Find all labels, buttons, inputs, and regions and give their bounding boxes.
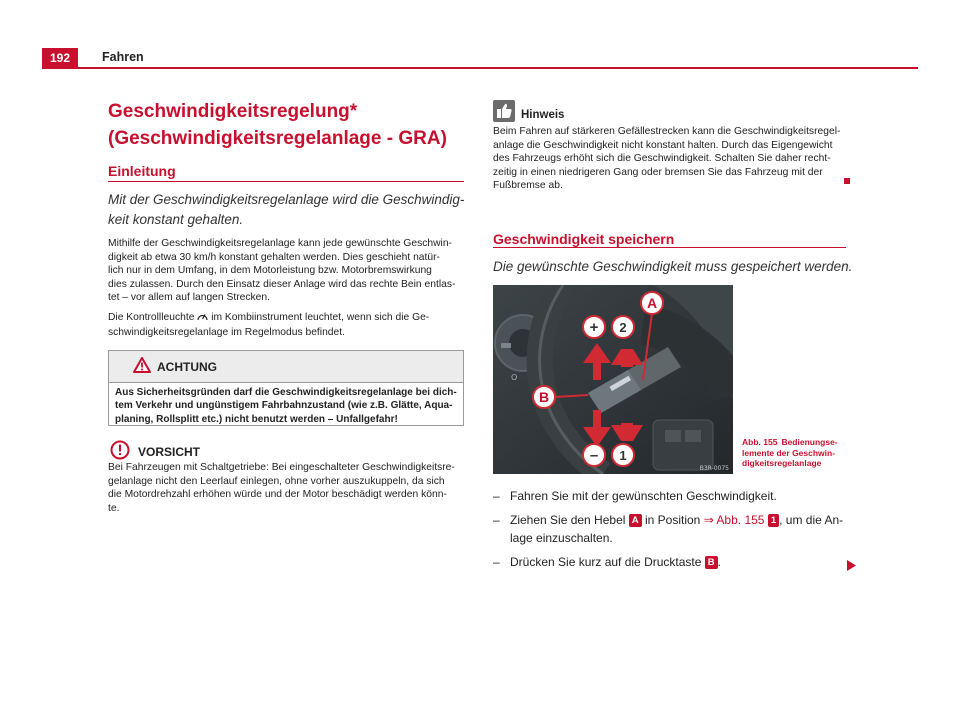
- svg-text:2: 2: [619, 320, 627, 335]
- warning-line: planing, Rollsplitt etc.) nicht benutzt werden – Unfallgefahr!: [115, 413, 398, 425]
- step3-text-b: .: [717, 555, 721, 569]
- para2-text: im Kombiinstrument leuchtet, wenn sich die Ge-: [211, 312, 430, 323]
- callout-1: [612, 444, 634, 466]
- ref-badge-a: A: [629, 514, 642, 527]
- caption-line: lemente der Geschwin-: [742, 447, 836, 458]
- warning-header: [109, 351, 463, 383]
- section-heading-speichern: Geschwindigkeit speichern: [493, 231, 675, 247]
- hint-header: [493, 97, 693, 123]
- warning-label: ACHTUNG: [157, 360, 217, 374]
- hint-line: des Fahrzeugs erhöht sich die Geschwindigkeit. Schalten Sie daher recht-: [493, 153, 831, 164]
- hint-line: anlage die Geschwindigkeit nicht konstant halten. Durch das Eigengewicht: [493, 139, 833, 151]
- hint-label: Hinweis: [521, 109, 565, 121]
- end-of-section-marker: [844, 178, 850, 184]
- step-dash: –: [493, 489, 500, 503]
- caution-exclamation-icon: [110, 440, 130, 460]
- caption-line: Bedienungse-: [781, 437, 838, 447]
- section-rule: [108, 181, 464, 182]
- svg-text:1: 1: [619, 448, 627, 463]
- callout-2: [612, 316, 634, 338]
- page-number: 192: [42, 48, 78, 68]
- step-2: [493, 511, 853, 549]
- lead-line1: Mit der Geschwindigkeitsregelanlage wird die Geschwindig-: [108, 192, 465, 207]
- callout-plus: [583, 316, 605, 338]
- step2-text-a: Ziehen Sie den Hebel: [510, 513, 626, 527]
- warning-triangle-icon: [133, 357, 151, 373]
- svg-text:B: B: [538, 389, 550, 405]
- svg-text:–: –: [589, 447, 599, 464]
- hint-line: zeitig in einen niedrigeren Gang oder bremsen Sie das Fahrzeug mit der: [493, 166, 823, 178]
- cruise-control-indicator-icon: [197, 311, 208, 326]
- ref-badge-1: 1: [768, 514, 779, 527]
- svg-text:O: O: [511, 373, 518, 382]
- step3-text-a: Drücken Sie kurz auf die Drucktaste: [510, 555, 702, 569]
- caution-line: te.: [108, 502, 120, 514]
- caution-line: gelanlage nicht den Leerlauf einlegen, ohne vorher auszukuppeln, da sich: [108, 475, 445, 487]
- svg-text:+: +: [589, 319, 599, 336]
- para1-line: Mithilfe der Geschwindigkeitsregelanlage kann jede gewünschte Geschwin-: [108, 238, 452, 249]
- section-heading-einleitung: Einleitung: [108, 163, 176, 179]
- warning-line: tem Verkehr und ungünstigem Fahrbahnzustand (wie z.B. Glätte, Aqua-: [115, 400, 453, 412]
- para1-line: dies zulassen. Durch den Einsatz dieser Anlage wird das rechte Bein entlas-: [108, 278, 456, 290]
- step-text: Fahren Sie mit der gewünschten Geschwindigkeit.: [510, 489, 777, 503]
- step2-text-c: , um die An-: [779, 513, 844, 527]
- continue-arrow-icon: [847, 560, 856, 571]
- step2-text-line2: lage einzuschalten.: [510, 531, 613, 545]
- caution-header: [108, 440, 308, 460]
- step2-text-b: in Position: [644, 513, 701, 527]
- warning-text: [115, 386, 457, 426]
- running-title: Fahren: [102, 50, 144, 64]
- lead-text: [108, 190, 468, 230]
- page-title-line2: (Geschwindigkeitsregelanlage - GRA): [108, 128, 447, 149]
- section-rule: [493, 247, 846, 248]
- steering-lever-illustration: [493, 285, 733, 474]
- ref-badge-b: B: [705, 556, 718, 569]
- para1-line: digkeit ab etwa 30 km/h konstant gehalten werden. Dies geschieht natür-: [108, 251, 440, 263]
- step-dash: –: [493, 513, 500, 527]
- intro-paragraph: [108, 237, 468, 305]
- hint-line: Beim Fahren auf stärkeren Gefällestrecken kann die Geschwindigkeitsregel-: [493, 126, 841, 137]
- header-rule: [42, 67, 918, 69]
- caution-label: VORSICHT: [138, 445, 201, 459]
- hint-text: [493, 125, 855, 193]
- warning-box: [108, 350, 464, 426]
- figure-caption: [742, 437, 854, 469]
- step-text: [510, 511, 850, 547]
- para2-text: schwindigkeitsregelanlage im Regelmodus befindet.: [108, 326, 345, 338]
- page-title: [108, 98, 468, 152]
- caution-text: [108, 461, 468, 515]
- speichern-lead-text: Die gewünschte Geschwindigkeit muss gespeichert werden.: [493, 259, 853, 274]
- caution-line: Bei Fahrzeugen mit Schaltgetriebe: Bei eingeschalteter Geschwindigkeitsre-: [108, 462, 455, 473]
- para1-line: tet – vor allem auf langen Strecken.: [108, 292, 270, 303]
- para1-line: lich nur in dem Umfang, in dem Motorleistung bzw. Motorbremswirkung: [108, 265, 432, 276]
- callout-minus: [583, 444, 605, 466]
- caption-line: digkeitsregelanlage: [742, 458, 822, 468]
- page-title-line1: Geschwindigkeitsregelung*: [108, 101, 358, 122]
- figure-code: B3R-0075: [699, 465, 729, 472]
- lead-line2: keit konstant gehalten.: [108, 212, 244, 227]
- para2-text: Die Kontrollleuchte: [108, 312, 195, 323]
- hint-book-icon: [493, 100, 515, 122]
- warning-line: Aus Sicherheitsgründen darf die Geschwindigkeitsregelanlage bei dich-: [115, 387, 457, 398]
- hint-line: Fußbremse ab.: [493, 180, 563, 191]
- callout-b: [533, 386, 555, 408]
- indicator-paragraph: [108, 311, 468, 339]
- caption-number: Abb. 155: [742, 437, 778, 447]
- caution-line: die Motordrehzahl erhöhen würde und der Motor beschädigt werden könn-: [108, 489, 447, 500]
- callout-a: [641, 292, 663, 314]
- step-text: [510, 553, 850, 571]
- svg-text:A: A: [646, 295, 658, 311]
- step-dash: –: [493, 555, 500, 569]
- cruise-control-lever-figure: [493, 285, 733, 474]
- figure-reference-link[interactable]: ⇒ Abb. 155: [703, 513, 765, 527]
